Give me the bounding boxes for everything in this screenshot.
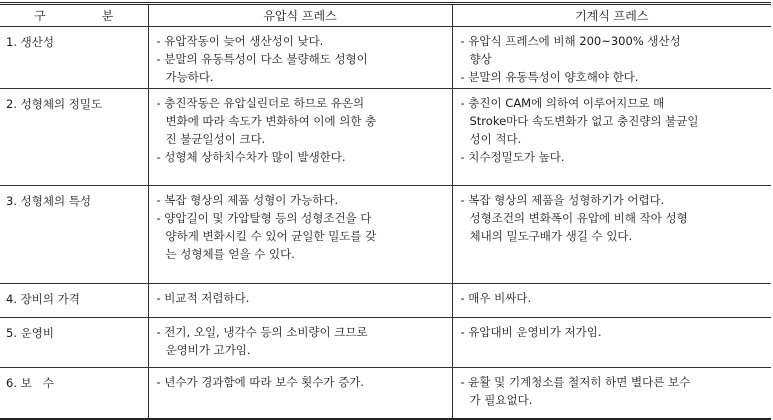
cell-line: - 유압식 프레스에 비해 200~300% 생산성: [460, 34, 681, 48]
hydraulic-cell: [148, 368, 452, 420]
table-row: [0, 368, 771, 420]
header-category: [0, 4, 148, 27]
cell-line: - 성형체 상하치수차가 많이 발생한다.: [156, 150, 346, 164]
mechanical-cell: [452, 186, 771, 284]
table-row: [0, 27, 771, 89]
hydraulic-cell: [148, 186, 452, 284]
cell-line: 체내의 밀도구배가 생길 수 있다.: [469, 229, 633, 243]
cell-line: - 복잡 형상의 제품을 성형하기가 어렵다.: [460, 193, 665, 207]
cell-line: - 복잡 형상의 제품 성형이 가능하다.: [156, 193, 339, 207]
cell-line: Stroke마다 속도변화가 없고 충진량의 불균일: [469, 114, 699, 128]
cell-line: - 매우 비싸다.: [460, 291, 532, 305]
row-category: 3. 성형체의 특성: [0, 186, 148, 284]
table-row: [0, 284, 771, 318]
cell-line: 양하게 변화시킬 수 있어 균일한 밀도를 갖: [165, 229, 377, 243]
row-category: 6. 보 수: [0, 368, 148, 420]
table-row: [0, 186, 771, 284]
cell-line: - 비교적 저렴하다.: [156, 291, 250, 305]
header-row: [0, 4, 771, 27]
table-row: [0, 318, 771, 368]
cell-line: 성형조건의 변화폭이 유압에 비해 작아 성형: [469, 211, 688, 225]
cell-line: - 치수정밀도가 높다.: [460, 150, 565, 164]
row-category: 2. 성형체의 정밀도: [0, 89, 148, 186]
hydraulic-cell: [148, 284, 452, 318]
cell-line: - 충진작동은 유압실린더로 하므로 유온의: [156, 96, 365, 110]
mechanical-cell: [452, 89, 771, 186]
header-mechanical: 기계식 프레스: [452, 4, 771, 27]
cell-line: - 년수가 경과함에 따라 보수 횟수가 증가.: [156, 375, 364, 389]
mechanical-cell: [452, 318, 771, 368]
hydraulic-cell: [148, 89, 452, 186]
cell-line: 운영비가 고가임.: [165, 343, 251, 357]
header-hydraulic: 유압식 프레스: [148, 4, 452, 27]
cell-line: - 양압길이 및 가압탈형 등의 성형조건을 다: [156, 211, 372, 225]
cell-line: - 분말의 유동특성이 다소 불량해도 성형이: [156, 52, 368, 66]
row-category: 5. 운영비: [0, 318, 148, 368]
cell-line: 가능하다.: [165, 70, 214, 84]
cell-line: - 분말의 유동특성이 양호해야 한다.: [460, 70, 639, 84]
table-row: [0, 89, 771, 186]
cell-line: 가 필요없다.: [469, 393, 533, 407]
cell-line: 변화에 따라 속도가 변화하여 이에 의한 충: [165, 114, 377, 128]
hydraulic-cell: [148, 318, 452, 368]
hydraulic-cell: [148, 27, 452, 89]
header-category-right: 분: [101, 9, 114, 23]
cell-line: 진 불균일성이 크다.: [165, 132, 266, 146]
cell-line: - 충진이 CAM에 의하여 이루어지므로 매: [460, 96, 665, 110]
cell-line: - 전기, 오일, 냉각수 등의 소비량이 크므로: [156, 325, 368, 339]
cell-line: - 윤활 및 기계청소를 철저히 하면 별다른 보수: [460, 375, 691, 389]
header-category-left: 구: [34, 9, 46, 23]
row-category: 4. 장비의 가격: [0, 284, 148, 318]
cell-line: 는 성형체를 얻을 수 있다.: [165, 247, 295, 261]
row-category: 1. 생산성: [0, 27, 148, 89]
cell-line: - 유압대비 운영비가 저가임.: [460, 325, 602, 339]
mechanical-cell: [452, 368, 771, 420]
mechanical-cell: [452, 284, 771, 318]
cell-line: 향상: [469, 52, 492, 66]
mechanical-cell: [452, 27, 771, 89]
press-comparison-table: [0, 2, 771, 420]
cell-line: 성이 적다.: [469, 132, 522, 146]
cell-line: - 유압작동이 늦어 생산성이 낮다.: [156, 34, 324, 48]
